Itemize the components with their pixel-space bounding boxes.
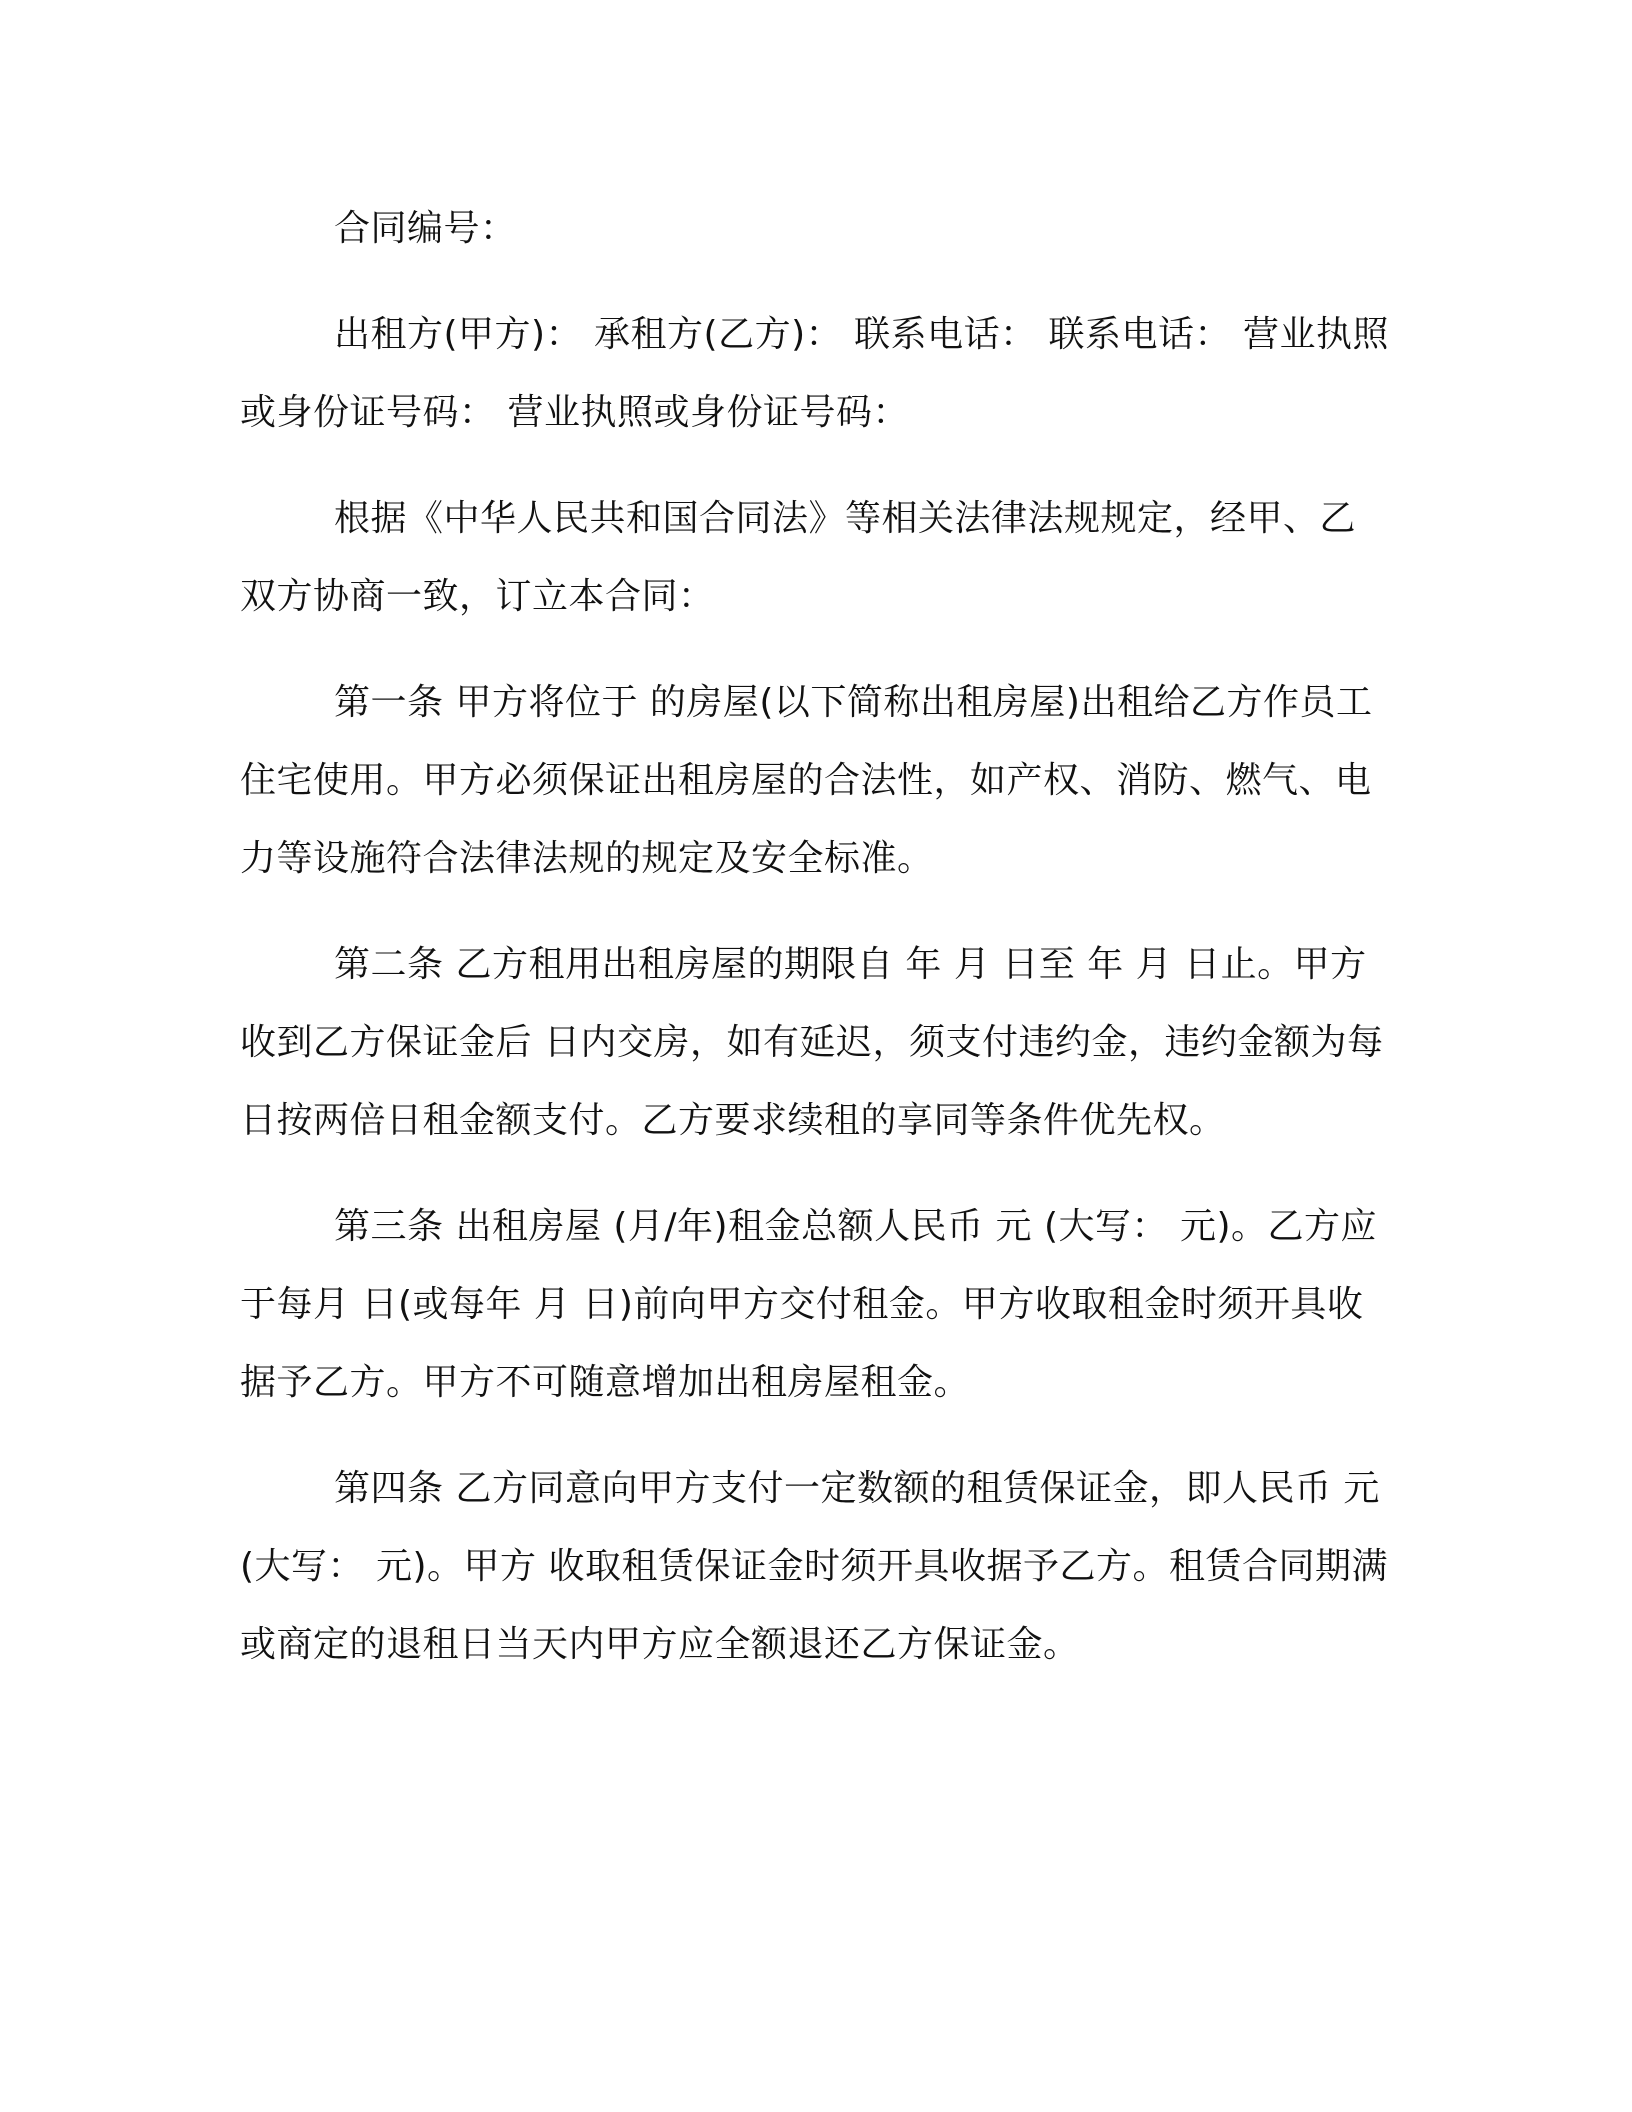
parties-paragraph: 出租方(甲方)： 承租方(乙方)： 联系电话： 联系电话： 营业执照或身份证号码： 营业执照或身份证号码： bbox=[240, 314, 1389, 433]
article-1-paragraph: 第一条 甲方将位于 的房屋(以下简称出租房屋)出租给乙方作员工住宅使用。甲方必须保证出租房屋的合法性，如产权、消防、燃气、电力等设施符合法律法规的规定及安全标准。 bbox=[240, 682, 1373, 879]
article-3-paragraph: 第三条 出租房屋 (月/年)租金总额人民币 元 (大写： 元)。乙方应于每月 日(或每年 月 日)前向甲方交付租金。甲方收取租金时须开具收据予乙方。甲方不可随意增加出租房屋租金。 bbox=[240, 1206, 1378, 1403]
article-4-paragraph: 第四条 乙方同意向甲方支付一定数额的租赁保证金，即人民币 元(大写： 元)。甲方 收取租赁保证金时须开具收据予乙方。租赁合同期满或商定的退租日当天内甲方应全额退还乙方保证金。 bbox=[240, 1468, 1388, 1665]
document-body bbox=[240, 190, 1390, 1708]
article-2-paragraph: 第二条 乙方租用出租房屋的期限自 年 月 日至 年 月 日止。甲方收到乙方保证金后 日内交房，如有延迟，须支付违约金，违约金额为每日按两倍日租金额支付。乙方要求续租的享同等条件优先权。 bbox=[240, 944, 1384, 1141]
contract-number-label: 合同编号： bbox=[334, 208, 517, 249]
legal-basis-paragraph: 根据《中华人民共和国合同法》等相关法律法规规定，经甲、乙双方协商一致，订立本合同： bbox=[240, 498, 1357, 617]
